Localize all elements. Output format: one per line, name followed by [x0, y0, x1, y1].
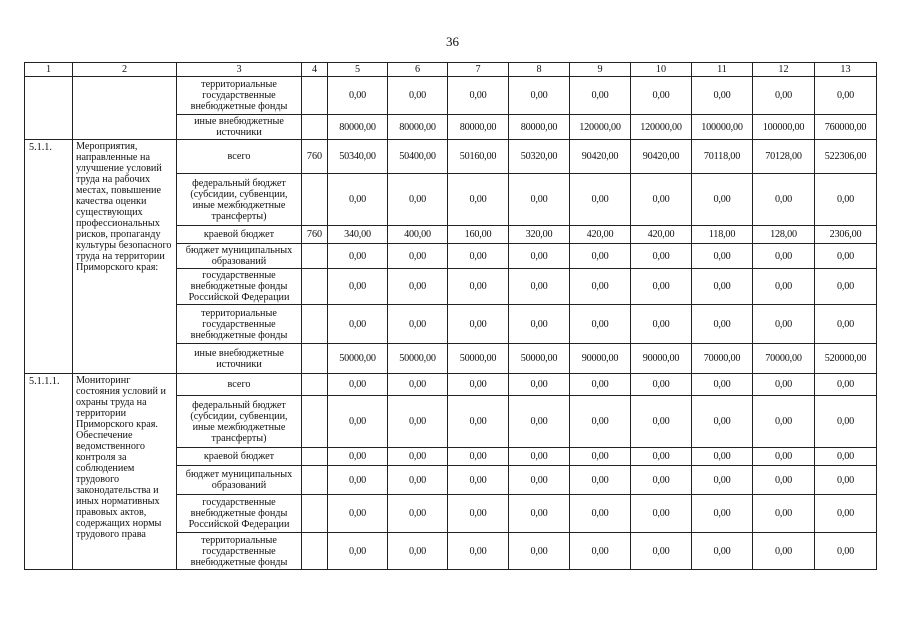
value-cell: 0,00	[388, 495, 448, 533]
value-cell: 0,00	[692, 77, 753, 115]
value-cell: 80000,00	[509, 115, 570, 140]
value-cell: 0,00	[570, 466, 631, 495]
value-cell: 0,00	[570, 77, 631, 115]
value-cell: 0,00	[815, 374, 877, 396]
budget-code	[302, 305, 328, 344]
budget-code	[302, 77, 328, 115]
value-cell: 0,00	[815, 495, 877, 533]
column-number-2: 2	[73, 63, 177, 77]
budget-code: 760	[302, 140, 328, 174]
value-cell: 100000,00	[753, 115, 815, 140]
budget-code	[302, 533, 328, 570]
funding-source: иные внебюджетные источники	[177, 344, 302, 374]
value-cell: 0,00	[570, 269, 631, 305]
column-number-11: 11	[692, 63, 753, 77]
value-cell: 0,00	[631, 533, 692, 570]
value-cell: 0,00	[448, 174, 509, 226]
funding-source: бюджет муниципальных образований	[177, 244, 302, 269]
value-cell: 0,00	[570, 396, 631, 448]
value-cell: 0,00	[448, 466, 509, 495]
value-cell: 0,00	[815, 174, 877, 226]
value-cell: 0,00	[753, 448, 815, 466]
table-row	[25, 374, 877, 396]
budget-code	[302, 495, 328, 533]
funding-source: краевой бюджет	[177, 226, 302, 244]
column-number-5: 5	[328, 63, 388, 77]
funding-source: территориальные государственные внебюджетные фонды	[177, 305, 302, 344]
value-cell: 0,00	[692, 305, 753, 344]
item-number-continued	[25, 77, 73, 140]
budget-code	[302, 466, 328, 495]
funding-source: иные внебюджетные источники	[177, 115, 302, 140]
value-cell: 50000,00	[328, 344, 388, 374]
value-cell: 2306,00	[815, 226, 877, 244]
item-name-continued	[73, 77, 177, 140]
value-cell: 0,00	[509, 396, 570, 448]
value-cell: 0,00	[753, 466, 815, 495]
value-cell: 0,00	[509, 305, 570, 344]
value-cell: 0,00	[815, 396, 877, 448]
funding-source: государственные внебюджетные фонды Российской Федерации	[177, 269, 302, 305]
budget-code	[302, 174, 328, 226]
value-cell: 0,00	[692, 495, 753, 533]
value-cell: 0,00	[753, 244, 815, 269]
item-name: Мониторинг состояния условий и охраны труда на территории Приморского края. Обеспечение ведомственного контроля за соблюдением трудового законодательства и иных нормативных правовых актов, содержащих нормы трудового права	[73, 374, 177, 570]
budget-code	[302, 396, 328, 448]
value-cell: 0,00	[753, 495, 815, 533]
value-cell: 0,00	[570, 305, 631, 344]
value-cell: 50000,00	[509, 344, 570, 374]
value-cell: 90420,00	[570, 140, 631, 174]
funding-source: государственные внебюджетные фонды Российской Федерации	[177, 495, 302, 533]
value-cell: 0,00	[631, 495, 692, 533]
value-cell: 50160,00	[448, 140, 509, 174]
value-cell: 0,00	[631, 448, 692, 466]
value-cell: 0,00	[815, 305, 877, 344]
funding-source: бюджет муниципальных образований	[177, 466, 302, 495]
funding-source: всего	[177, 374, 302, 396]
value-cell: 340,00	[328, 226, 388, 244]
value-cell: 400,00	[388, 226, 448, 244]
value-cell: 50000,00	[388, 344, 448, 374]
value-cell: 0,00	[753, 77, 815, 115]
column-number-12: 12	[753, 63, 815, 77]
budget-table	[24, 62, 877, 570]
funding-source: территориальные государственные внебюджетные фонды	[177, 77, 302, 115]
value-cell: 0,00	[448, 533, 509, 570]
column-number-6: 6	[388, 63, 448, 77]
value-cell: 0,00	[692, 244, 753, 269]
value-cell: 120000,00	[631, 115, 692, 140]
value-cell: 0,00	[388, 77, 448, 115]
value-cell: 70000,00	[753, 344, 815, 374]
value-cell: 0,00	[631, 174, 692, 226]
funding-source: федеральный бюджет (субсидии, субвенции, иные межбюджетные трансферты)	[177, 396, 302, 448]
value-cell: 90420,00	[631, 140, 692, 174]
column-number-13: 13	[815, 63, 877, 77]
value-cell: 0,00	[753, 396, 815, 448]
table-row	[25, 140, 877, 174]
funding-source: территориальные государственные внебюджетные фонды	[177, 533, 302, 570]
value-cell: 0,00	[631, 466, 692, 495]
value-cell: 522306,00	[815, 140, 877, 174]
value-cell: 0,00	[692, 533, 753, 570]
value-cell: 0,00	[509, 448, 570, 466]
value-cell: 0,00	[388, 305, 448, 344]
value-cell: 0,00	[388, 374, 448, 396]
value-cell: 80000,00	[388, 115, 448, 140]
value-cell: 0,00	[509, 374, 570, 396]
funding-source: краевой бюджет	[177, 448, 302, 466]
value-cell: 70000,00	[692, 344, 753, 374]
value-cell: 0,00	[388, 269, 448, 305]
budget-code	[302, 244, 328, 269]
value-cell: 0,00	[631, 374, 692, 396]
value-cell: 0,00	[388, 396, 448, 448]
value-cell: 0,00	[509, 495, 570, 533]
header-row	[25, 63, 877, 77]
value-cell: 0,00	[570, 533, 631, 570]
value-cell: 0,00	[388, 244, 448, 269]
value-cell: 0,00	[692, 269, 753, 305]
page-number: 36	[446, 34, 459, 49]
value-cell: 0,00	[388, 533, 448, 570]
funding-source: федеральный бюджет (субсидии, субвенции, иные межбюджетные трансферты)	[177, 174, 302, 226]
value-cell: 80000,00	[328, 115, 388, 140]
value-cell: 0,00	[692, 466, 753, 495]
value-cell: 0,00	[509, 77, 570, 115]
value-cell: 0,00	[328, 495, 388, 533]
value-cell: 120000,00	[570, 115, 631, 140]
value-cell: 0,00	[631, 77, 692, 115]
value-cell: 0,00	[692, 448, 753, 466]
value-cell: 0,00	[328, 269, 388, 305]
value-cell: 0,00	[328, 533, 388, 570]
value-cell: 0,00	[570, 495, 631, 533]
value-cell: 0,00	[692, 396, 753, 448]
value-cell: 0,00	[448, 374, 509, 396]
value-cell: 420,00	[631, 226, 692, 244]
column-number-4: 4	[302, 63, 328, 77]
value-cell: 0,00	[328, 448, 388, 466]
value-cell: 0,00	[570, 448, 631, 466]
value-cell: 50400,00	[388, 140, 448, 174]
value-cell: 760000,00	[815, 115, 877, 140]
value-cell: 0,00	[815, 533, 877, 570]
value-cell: 0,00	[509, 466, 570, 495]
column-number-10: 10	[631, 63, 692, 77]
value-cell: 0,00	[570, 374, 631, 396]
value-cell: 0,00	[570, 174, 631, 226]
value-cell: 0,00	[692, 374, 753, 396]
value-cell: 0,00	[631, 269, 692, 305]
value-cell: 0,00	[815, 77, 877, 115]
value-cell: 0,00	[815, 269, 877, 305]
value-cell: 90000,00	[570, 344, 631, 374]
value-cell: 0,00	[631, 396, 692, 448]
budget-code	[302, 269, 328, 305]
value-cell: 50340,00	[328, 140, 388, 174]
value-cell: 0,00	[753, 533, 815, 570]
value-cell: 0,00	[815, 244, 877, 269]
value-cell: 0,00	[753, 374, 815, 396]
value-cell: 0,00	[509, 174, 570, 226]
value-cell: 0,00	[328, 174, 388, 226]
value-cell: 160,00	[448, 226, 509, 244]
column-number-3: 3	[177, 63, 302, 77]
value-cell: 0,00	[448, 244, 509, 269]
value-cell: 0,00	[328, 466, 388, 495]
value-cell: 0,00	[448, 448, 509, 466]
value-cell: 70118,00	[692, 140, 753, 174]
budget-code	[302, 374, 328, 396]
value-cell: 0,00	[328, 305, 388, 344]
value-cell: 0,00	[448, 305, 509, 344]
value-cell: 70128,00	[753, 140, 815, 174]
value-cell: 0,00	[448, 269, 509, 305]
value-cell: 0,00	[328, 77, 388, 115]
value-cell: 118,00	[692, 226, 753, 244]
value-cell: 0,00	[631, 305, 692, 344]
item-number: 5.1.1.1.	[25, 374, 73, 570]
budget-code	[302, 344, 328, 374]
item-name: Мероприятия, направленные на улучшение условий труда на рабочих местах, повышение качества оценки существующих профессиональных рисков, пропаганду культуры безопасного труда на территории Приморского края:	[73, 140, 177, 374]
value-cell: 0,00	[509, 269, 570, 305]
value-cell: 0,00	[753, 305, 815, 344]
value-cell: 0,00	[509, 244, 570, 269]
budget-code	[302, 115, 328, 140]
value-cell: 100000,00	[692, 115, 753, 140]
value-cell: 50000,00	[448, 344, 509, 374]
value-cell: 0,00	[388, 174, 448, 226]
value-cell: 0,00	[448, 396, 509, 448]
value-cell: 0,00	[692, 174, 753, 226]
value-cell: 0,00	[631, 244, 692, 269]
value-cell: 0,00	[753, 269, 815, 305]
budget-code	[302, 448, 328, 466]
column-number-1: 1	[25, 63, 73, 77]
value-cell: 0,00	[388, 448, 448, 466]
funding-source: всего	[177, 140, 302, 174]
value-cell: 90000,00	[631, 344, 692, 374]
value-cell: 0,00	[815, 448, 877, 466]
value-cell: 320,00	[509, 226, 570, 244]
value-cell: 0,00	[570, 244, 631, 269]
column-number-7: 7	[448, 63, 509, 77]
value-cell: 128,00	[753, 226, 815, 244]
column-number-8: 8	[509, 63, 570, 77]
value-cell: 0,00	[388, 466, 448, 495]
value-cell: 420,00	[570, 226, 631, 244]
value-cell: 0,00	[509, 533, 570, 570]
budget-code: 760	[302, 226, 328, 244]
value-cell: 0,00	[753, 174, 815, 226]
value-cell: 0,00	[448, 495, 509, 533]
value-cell: 50320,00	[509, 140, 570, 174]
value-cell: 520000,00	[815, 344, 877, 374]
value-cell: 0,00	[448, 77, 509, 115]
value-cell: 0,00	[328, 244, 388, 269]
value-cell: 0,00	[328, 396, 388, 448]
value-cell: 0,00	[328, 374, 388, 396]
item-number: 5.1.1.	[25, 140, 73, 374]
value-cell: 0,00	[815, 466, 877, 495]
column-number-9: 9	[570, 63, 631, 77]
table-row	[25, 77, 877, 115]
value-cell: 80000,00	[448, 115, 509, 140]
